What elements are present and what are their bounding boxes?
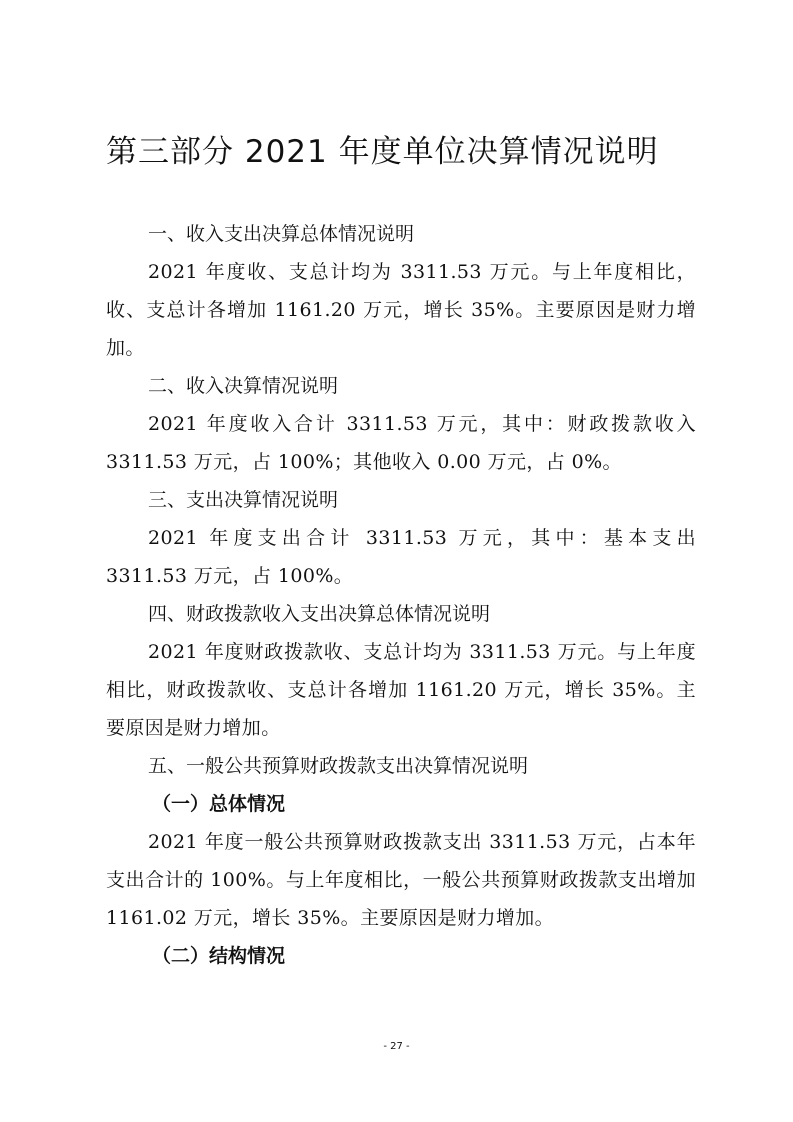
section-paragraph: 2021 年度收入合计 3311.53 万元，其中：财政拨款收入 3311.53 万元，占 100%；其他收入 0.00 万元，占 0%。 xyxy=(106,413,696,473)
section-paragraph: 2021 年度支出合计 3311.53 万元，其中：基本支出 3311.53 万元，占 100%。 xyxy=(106,527,696,587)
section-heading: 一、收入支出决算总体情况说明 xyxy=(148,223,415,245)
section-heading: 三、支出决算情况说明 xyxy=(148,489,339,511)
subsection-heading: （一）总体情况 xyxy=(152,793,286,815)
section-heading: 五、一般公共预算财政拨款支出决算情况说明 xyxy=(148,755,529,777)
document-body xyxy=(106,215,696,975)
page-title: 第三部分 2021 年度单位决算情况说明 xyxy=(106,134,659,170)
section-paragraph: 2021 年度一般公共预算财政拨款支出 3311.53 万元，占本年支出合计的 100%。与上年度相比，一般公共预算财政拨款支出增加 1161.02 万元，增长 35%。主要原因是财力增加。 xyxy=(106,831,696,929)
section-heading: 二、收入决算情况说明 xyxy=(148,375,339,397)
section-paragraph: 2021 年度财政拨款收、支总计均为 3311.53 万元。与上年度相比，财政拨款收、支总计各增加 1161.20 万元，增长 35%。主要原因是财力增加。 xyxy=(106,641,696,739)
section-paragraph: 2021 年度收、支总计均为 3311.53 万元。与上年度相比，收、支总计各增加 1161.20 万元，增长 35%。主要原因是财力增加。 xyxy=(106,261,696,359)
subsection-heading: （二）结构情况 xyxy=(152,945,286,967)
section-heading: 四、财政拨款收入支出决算总体情况说明 xyxy=(148,603,491,625)
page-number: - 27 - xyxy=(383,1041,410,1052)
